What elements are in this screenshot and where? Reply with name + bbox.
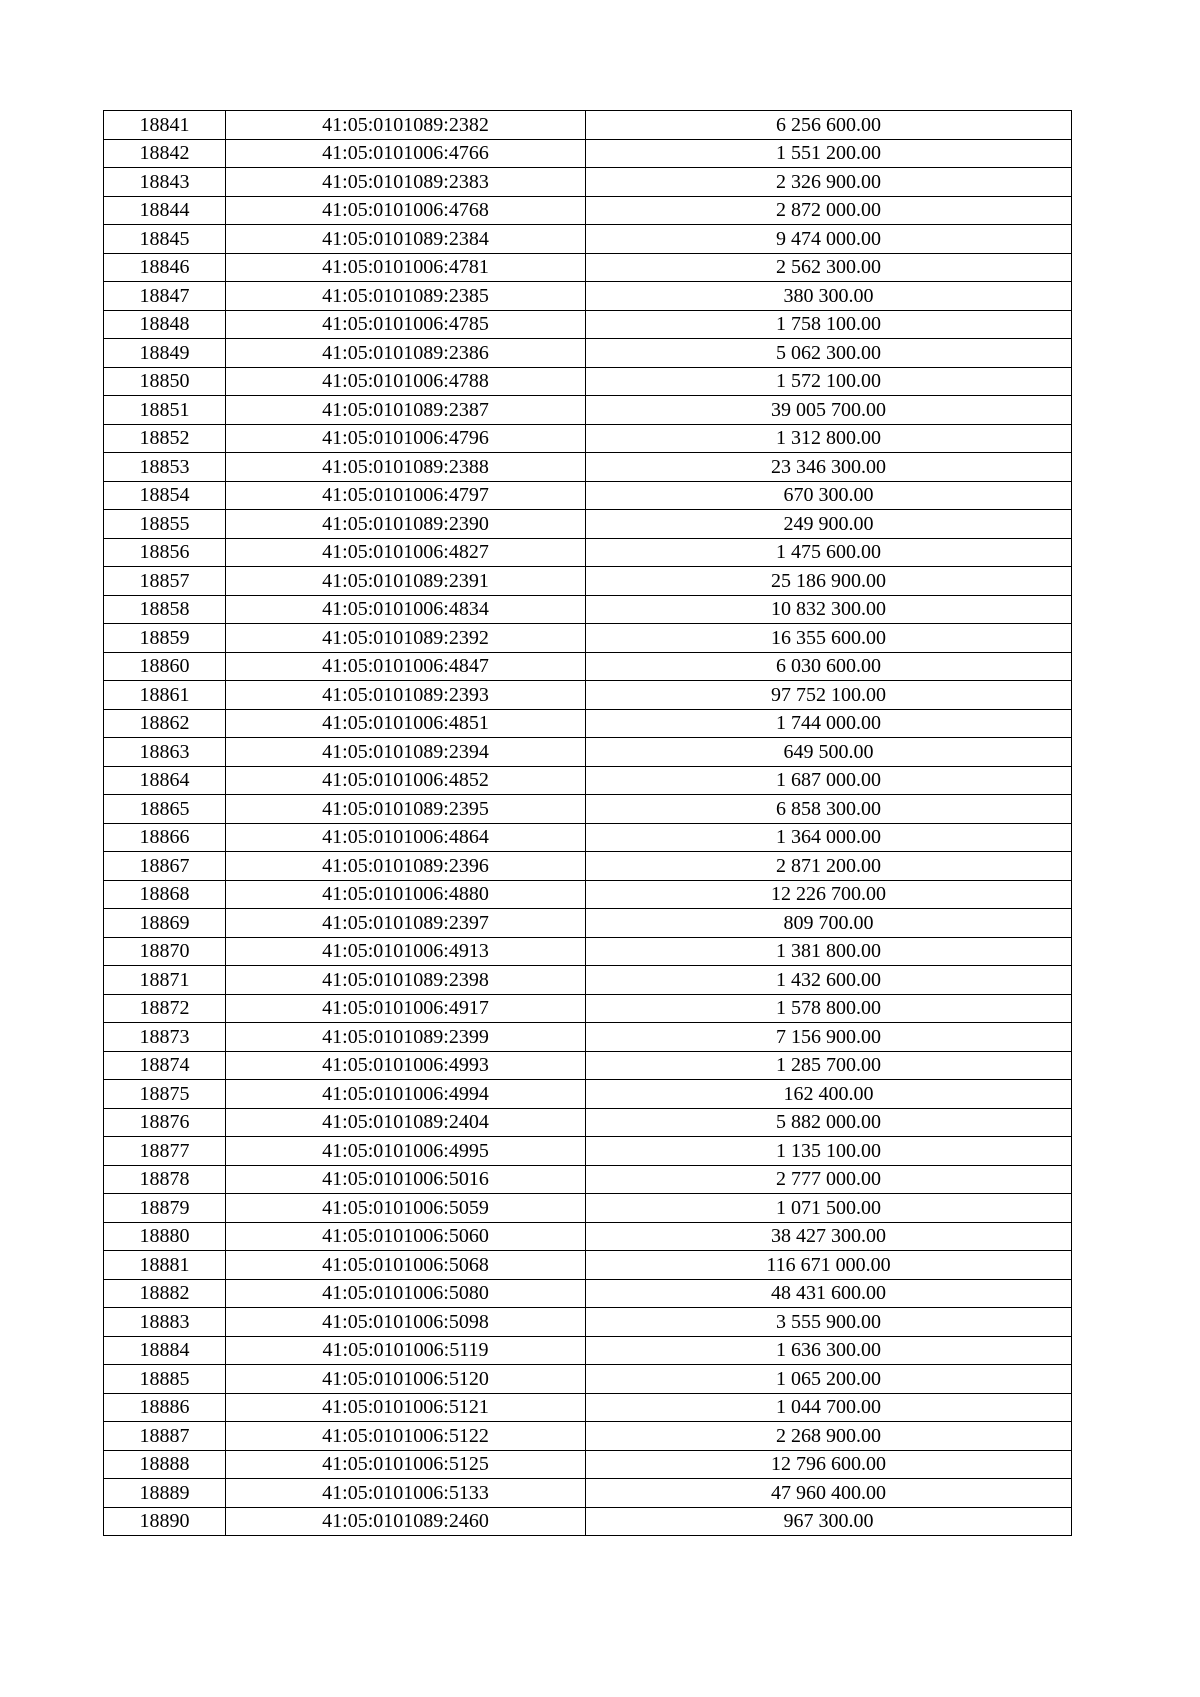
cadastral-number-cell: 41:05:0101089:2386 [226, 339, 586, 368]
cadastral-value-cell: 249 900.00 [586, 510, 1072, 539]
cadastral-value-cell: 162 400.00 [586, 1080, 1072, 1109]
table-row [104, 282, 1072, 311]
table-row [104, 795, 1072, 824]
cadastral-value-cell: 1 758 100.00 [586, 310, 1072, 339]
row-number-cell: 18867 [104, 852, 226, 881]
cadastral-number-cell: 41:05:0101006:5098 [226, 1308, 586, 1337]
row-number-cell: 18881 [104, 1251, 226, 1280]
cadastral-value-cell: 1 578 800.00 [586, 994, 1072, 1023]
cadastral-number-cell: 41:05:0101006:5119 [226, 1336, 586, 1365]
cadastral-number-cell: 41:05:0101006:4851 [226, 709, 586, 738]
cadastral-number-cell: 41:05:0101006:4994 [226, 1080, 586, 1109]
row-number-cell: 18889 [104, 1479, 226, 1508]
table-row [104, 1023, 1072, 1052]
row-number-cell: 18858 [104, 595, 226, 624]
table-row [104, 1080, 1072, 1109]
table-row [104, 396, 1072, 425]
table-row [104, 1051, 1072, 1080]
table-row [104, 994, 1072, 1023]
table-row [104, 1194, 1072, 1223]
table-row [104, 225, 1072, 254]
cadastral-value-table [103, 110, 1072, 1536]
table-row [104, 424, 1072, 453]
cadastral-number-cell: 41:05:0101006:4827 [226, 538, 586, 567]
row-number-cell: 18851 [104, 396, 226, 425]
table-row [104, 111, 1072, 140]
cadastral-value-cell: 1 744 000.00 [586, 709, 1072, 738]
cadastral-value-cell: 2 562 300.00 [586, 253, 1072, 282]
cadastral-value-cell: 1 312 800.00 [586, 424, 1072, 453]
cadastral-value-cell: 5 882 000.00 [586, 1108, 1072, 1137]
table-row [104, 766, 1072, 795]
table-row [104, 367, 1072, 396]
cadastral-value-cell: 967 300.00 [586, 1507, 1072, 1536]
cadastral-value-cell: 6 030 600.00 [586, 652, 1072, 681]
cadastral-number-cell: 41:05:0101006:5125 [226, 1450, 586, 1479]
row-number-cell: 18890 [104, 1507, 226, 1536]
cadastral-value-cell: 1 285 700.00 [586, 1051, 1072, 1080]
table-row [104, 1308, 1072, 1337]
row-number-cell: 18842 [104, 139, 226, 168]
row-number-cell: 18853 [104, 453, 226, 482]
row-number-cell: 18868 [104, 880, 226, 909]
row-number-cell: 18885 [104, 1365, 226, 1394]
table-row [104, 339, 1072, 368]
table-row [104, 1108, 1072, 1137]
row-number-cell: 18871 [104, 966, 226, 995]
cadastral-number-cell: 41:05:0101006:4768 [226, 196, 586, 225]
table-row [104, 823, 1072, 852]
table-row [104, 253, 1072, 282]
row-number-cell: 18876 [104, 1108, 226, 1137]
row-number-cell: 18846 [104, 253, 226, 282]
table-row [104, 880, 1072, 909]
cadastral-value-cell: 10 832 300.00 [586, 595, 1072, 624]
cadastral-value-cell: 380 300.00 [586, 282, 1072, 311]
cadastral-value-cell: 649 500.00 [586, 738, 1072, 767]
cadastral-value-cell: 12 226 700.00 [586, 880, 1072, 909]
row-number-cell: 18860 [104, 652, 226, 681]
cadastral-value-cell: 809 700.00 [586, 909, 1072, 938]
cadastral-value-cell: 48 431 600.00 [586, 1279, 1072, 1308]
cadastral-value-cell: 1 381 800.00 [586, 937, 1072, 966]
row-number-cell: 18886 [104, 1393, 226, 1422]
cadastral-number-cell: 41:05:0101089:2382 [226, 111, 586, 140]
table-row [104, 1393, 1072, 1422]
cadastral-value-cell: 1 572 100.00 [586, 367, 1072, 396]
cadastral-number-cell: 41:05:0101006:4864 [226, 823, 586, 852]
table-row [104, 510, 1072, 539]
row-number-cell: 18869 [104, 909, 226, 938]
row-number-cell: 18870 [104, 937, 226, 966]
row-number-cell: 18883 [104, 1308, 226, 1337]
row-number-cell: 18841 [104, 111, 226, 140]
row-number-cell: 18861 [104, 681, 226, 710]
cadastral-value-cell: 38 427 300.00 [586, 1222, 1072, 1251]
row-number-cell: 18857 [104, 567, 226, 596]
cadastral-number-cell: 41:05:0101089:2387 [226, 396, 586, 425]
row-number-cell: 18844 [104, 196, 226, 225]
table-row [104, 1137, 1072, 1166]
table-row [104, 1479, 1072, 1508]
cadastral-number-cell: 41:05:0101006:5016 [226, 1165, 586, 1194]
table-row [104, 1279, 1072, 1308]
cadastral-number-cell: 41:05:0101089:2398 [226, 966, 586, 995]
table-row [104, 196, 1072, 225]
table-row [104, 681, 1072, 710]
cadastral-number-cell: 41:05:0101089:2394 [226, 738, 586, 767]
cadastral-number-cell: 41:05:0101006:5122 [226, 1422, 586, 1451]
cadastral-value-cell: 1 065 200.00 [586, 1365, 1072, 1394]
cadastral-number-cell: 41:05:0101006:4993 [226, 1051, 586, 1080]
cadastral-number-cell: 41:05:0101089:2385 [226, 282, 586, 311]
cadastral-number-cell: 41:05:0101006:5059 [226, 1194, 586, 1223]
cadastral-number-cell: 41:05:0101006:5133 [226, 1479, 586, 1508]
cadastral-number-cell: 41:05:0101089:2390 [226, 510, 586, 539]
cadastral-number-cell: 41:05:0101006:5080 [226, 1279, 586, 1308]
table-row [104, 652, 1072, 681]
table-row [104, 966, 1072, 995]
cadastral-number-cell: 41:05:0101089:2393 [226, 681, 586, 710]
cadastral-number-cell: 41:05:0101006:4781 [226, 253, 586, 282]
cadastral-value-cell: 1 432 600.00 [586, 966, 1072, 995]
cadastral-value-cell: 2 777 000.00 [586, 1165, 1072, 1194]
cadastral-value-cell: 97 752 100.00 [586, 681, 1072, 710]
row-number-cell: 18848 [104, 310, 226, 339]
cadastral-number-cell: 41:05:0101006:4788 [226, 367, 586, 396]
row-number-cell: 18875 [104, 1080, 226, 1109]
cadastral-value-cell: 39 005 700.00 [586, 396, 1072, 425]
table-row [104, 937, 1072, 966]
cadastral-number-cell: 41:05:0101089:2399 [226, 1023, 586, 1052]
table-body [104, 111, 1072, 1536]
row-number-cell: 18863 [104, 738, 226, 767]
row-number-cell: 18866 [104, 823, 226, 852]
cadastral-value-cell: 1 364 000.00 [586, 823, 1072, 852]
cadastral-value-cell: 9 474 000.00 [586, 225, 1072, 254]
cadastral-value-cell: 1 071 500.00 [586, 1194, 1072, 1223]
table-row [104, 852, 1072, 881]
cadastral-value-cell: 47 960 400.00 [586, 1479, 1072, 1508]
cadastral-number-cell: 41:05:0101089:2392 [226, 624, 586, 653]
cadastral-number-cell: 41:05:0101006:4797 [226, 481, 586, 510]
table-row [104, 624, 1072, 653]
cadastral-value-cell: 1 135 100.00 [586, 1137, 1072, 1166]
row-number-cell: 18880 [104, 1222, 226, 1251]
table-row [104, 709, 1072, 738]
table-row [104, 595, 1072, 624]
cadastral-number-cell: 41:05:0101089:2395 [226, 795, 586, 824]
row-number-cell: 18887 [104, 1422, 226, 1451]
table-row [104, 538, 1072, 567]
cadastral-value-cell: 3 555 900.00 [586, 1308, 1072, 1337]
cadastral-value-cell: 1 636 300.00 [586, 1336, 1072, 1365]
cadastral-number-cell: 41:05:0101089:2396 [226, 852, 586, 881]
row-number-cell: 18852 [104, 424, 226, 453]
row-number-cell: 18879 [104, 1194, 226, 1223]
cadastral-number-cell: 41:05:0101006:5121 [226, 1393, 586, 1422]
cadastral-number-cell: 41:05:0101006:4796 [226, 424, 586, 453]
cadastral-value-cell: 25 186 900.00 [586, 567, 1072, 596]
cadastral-value-cell: 1 687 000.00 [586, 766, 1072, 795]
cadastral-number-cell: 41:05:0101006:4995 [226, 1137, 586, 1166]
table-row [104, 1251, 1072, 1280]
row-number-cell: 18874 [104, 1051, 226, 1080]
cadastral-number-cell: 41:05:0101006:4880 [226, 880, 586, 909]
cadastral-value-cell: 1 475 600.00 [586, 538, 1072, 567]
cadastral-number-cell: 41:05:0101089:2384 [226, 225, 586, 254]
cadastral-value-cell: 116 671 000.00 [586, 1251, 1072, 1280]
table-row [104, 310, 1072, 339]
table-row [104, 1450, 1072, 1479]
table-row [104, 738, 1072, 767]
row-number-cell: 18878 [104, 1165, 226, 1194]
cadastral-value-cell: 7 156 900.00 [586, 1023, 1072, 1052]
cadastral-value-cell: 1 551 200.00 [586, 139, 1072, 168]
row-number-cell: 18859 [104, 624, 226, 653]
row-number-cell: 18845 [104, 225, 226, 254]
cadastral-number-cell: 41:05:0101089:2388 [226, 453, 586, 482]
cadastral-number-cell: 41:05:0101006:4852 [226, 766, 586, 795]
cadastral-value-cell: 5 062 300.00 [586, 339, 1072, 368]
table-row [104, 1336, 1072, 1365]
row-number-cell: 18855 [104, 510, 226, 539]
row-number-cell: 18843 [104, 168, 226, 197]
cadastral-number-cell: 41:05:0101006:4834 [226, 595, 586, 624]
table-row [104, 909, 1072, 938]
cadastral-value-cell: 2 871 200.00 [586, 852, 1072, 881]
row-number-cell: 18872 [104, 994, 226, 1023]
table-row [104, 567, 1072, 596]
cadastral-value-cell: 23 346 300.00 [586, 453, 1072, 482]
row-number-cell: 18849 [104, 339, 226, 368]
row-number-cell: 18877 [104, 1137, 226, 1166]
cadastral-number-cell: 41:05:0101006:4766 [226, 139, 586, 168]
table-row [104, 168, 1072, 197]
cadastral-value-cell: 1 044 700.00 [586, 1393, 1072, 1422]
row-number-cell: 18873 [104, 1023, 226, 1052]
row-number-cell: 18847 [104, 282, 226, 311]
table-row [104, 1165, 1072, 1194]
row-number-cell: 18864 [104, 766, 226, 795]
cadastral-number-cell: 41:05:0101006:5060 [226, 1222, 586, 1251]
cadastral-number-cell: 41:05:0101089:2397 [226, 909, 586, 938]
table-row [104, 1422, 1072, 1451]
cadastral-value-cell: 16 355 600.00 [586, 624, 1072, 653]
cadastral-value-cell: 12 796 600.00 [586, 1450, 1072, 1479]
row-number-cell: 18862 [104, 709, 226, 738]
row-number-cell: 18854 [104, 481, 226, 510]
cadastral-number-cell: 41:05:0101006:4913 [226, 937, 586, 966]
cadastral-value-cell: 6 858 300.00 [586, 795, 1072, 824]
row-number-cell: 18865 [104, 795, 226, 824]
cadastral-value-cell: 2 268 900.00 [586, 1422, 1072, 1451]
cadastral-value-cell: 2 326 900.00 [586, 168, 1072, 197]
table-row [104, 1222, 1072, 1251]
cadastral-number-cell: 41:05:0101006:5120 [226, 1365, 586, 1394]
cadastral-value-cell: 6 256 600.00 [586, 111, 1072, 140]
cadastral-number-cell: 41:05:0101006:4917 [226, 994, 586, 1023]
table-row [104, 453, 1072, 482]
row-number-cell: 18884 [104, 1336, 226, 1365]
row-number-cell: 18850 [104, 367, 226, 396]
cadastral-number-cell: 41:05:0101089:2391 [226, 567, 586, 596]
table-row [104, 1507, 1072, 1536]
cadastral-number-cell: 41:05:0101089:2383 [226, 168, 586, 197]
table-row [104, 481, 1072, 510]
table-row [104, 139, 1072, 168]
cadastral-number-cell: 41:05:0101089:2460 [226, 1507, 586, 1536]
cadastral-value-cell: 2 872 000.00 [586, 196, 1072, 225]
cadastral-value-cell: 670 300.00 [586, 481, 1072, 510]
cadastral-number-cell: 41:05:0101006:5068 [226, 1251, 586, 1280]
cadastral-number-cell: 41:05:0101006:4785 [226, 310, 586, 339]
cadastral-number-cell: 41:05:0101089:2404 [226, 1108, 586, 1137]
row-number-cell: 18888 [104, 1450, 226, 1479]
cadastral-number-cell: 41:05:0101006:4847 [226, 652, 586, 681]
row-number-cell: 18856 [104, 538, 226, 567]
table-row [104, 1365, 1072, 1394]
row-number-cell: 18882 [104, 1279, 226, 1308]
